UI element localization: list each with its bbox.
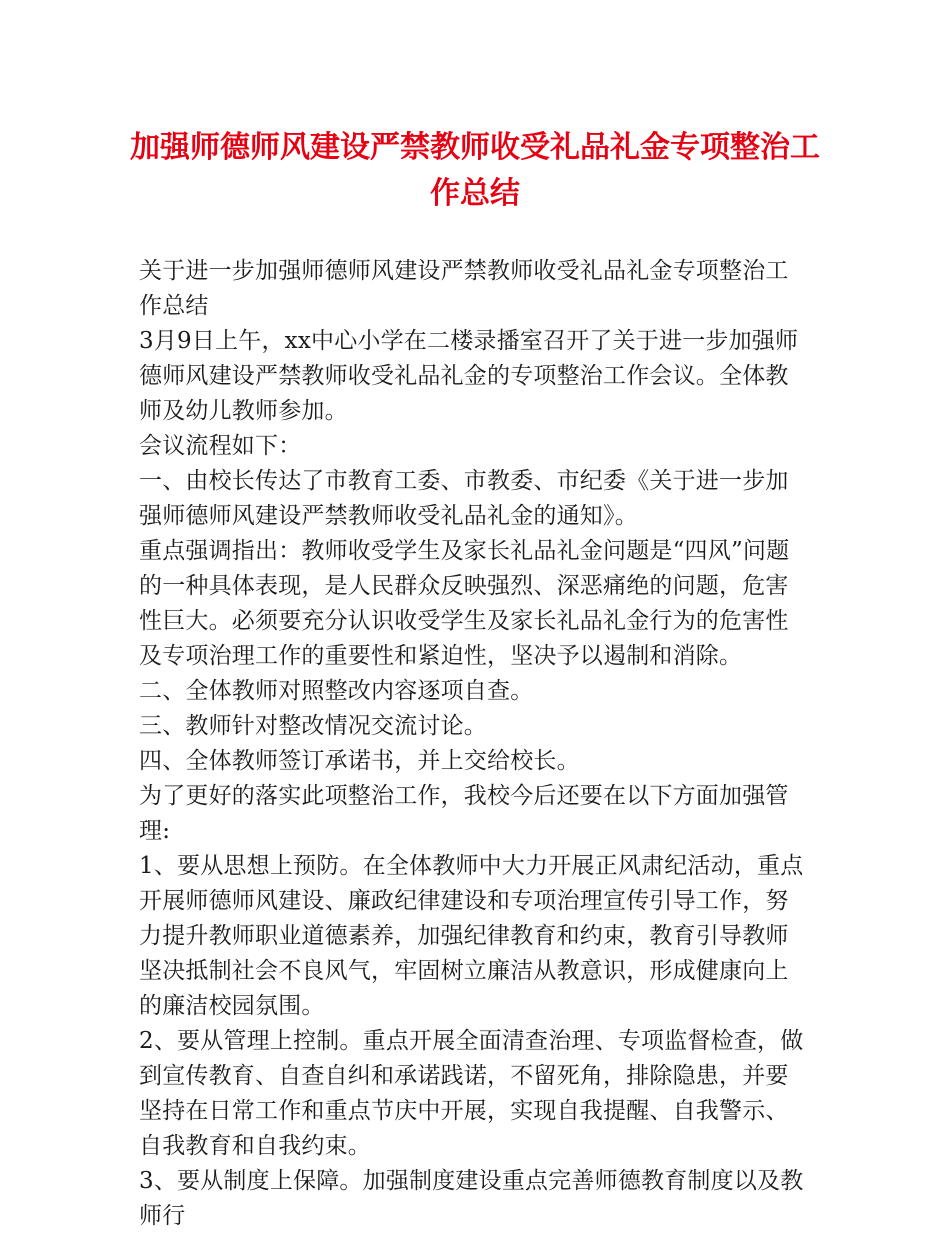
paragraph-step-1: 一、由校长传达了市教育工委、市教委、市纪委《关于进一步加强师德师风建设严禁教师收受礼品礼金的通知》。 bbox=[139, 468, 789, 529]
paragraph-meeting-intro: 3月9日上午，xx中心小学在二楼录播室召开了关于进一步加强师德师风建设严禁教师收受礼品礼金的专项整治工作会议。全体教师及幼儿教师参加。 bbox=[139, 328, 799, 424]
paragraph-step-2: 二、全体教师对照整改内容逐项自查。 bbox=[139, 678, 534, 704]
paragraph-step-4: 四、全体教师签订承诺书，并上交给校长。 bbox=[139, 748, 580, 774]
paragraph-management-intro: 为了更好的落实此项整治工作，我校今后还要在以下方面加强管理: bbox=[139, 783, 789, 844]
paragraph-measure-2: 2、要从管理上控制。重点开展全面清查治理、专项监督检查，做到宣传教育、自查自纠和承诺践诺，不留死角，排除隐患，并要坚持在日常工作和重点节庆中开展，实现自我提醒、自我警示、自我教育和自我约束。 bbox=[139, 1028, 804, 1159]
paragraph-process-label: 会议流程如下： bbox=[139, 433, 302, 459]
document-title: 加强师德师风建设严禁教师收受礼品礼金专项整治工作总结 bbox=[130, 130, 820, 211]
paragraph-heading-line: 关于进一步加强师德师风建设严禁教师收受礼品礼金专项整治工作总结 bbox=[139, 258, 789, 319]
document-body bbox=[139, 254, 811, 1234]
paragraph-emphasis: 重点强调指出：教师收受学生及家长礼品礼金问题是“四风”问题的一种具体表现，是人民群众反映强烈、深恶痛绝的问题，危害性巨大。必须要充分认识收受学生及家长礼品礼金行为的危害性及专项治理工作的重要性和紧迫性，坚决予以遏制和消除。 bbox=[139, 538, 790, 669]
paragraph-measure-1: 1、要从思想上预防。在全体教师中大力开展正风肃纪活动，重点开展师德师风建设、廉政纪律建设和专项治理宣传引导工作，努力提升教师职业道德素养，加强纪律教育和约束，教育引导教师坚决抵制社会不良风气，牢固树立廉洁从教意识，形成健康向上的廉洁校园氛围。 bbox=[139, 853, 804, 1019]
paragraph-measure-3: 3、要从制度上保障。加强制度建设重点完善师德教育制度以及教师行 bbox=[139, 1168, 804, 1229]
paragraph-step-3: 三、教师针对整改情况交流讨论。 bbox=[139, 713, 487, 739]
